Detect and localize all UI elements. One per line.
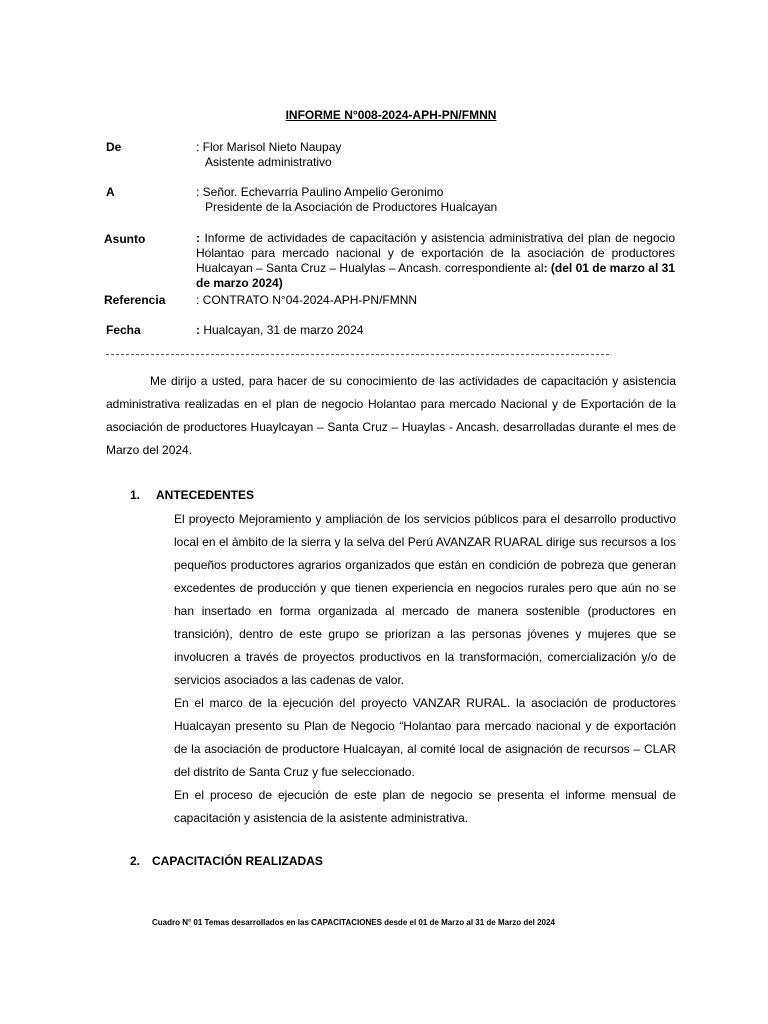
section2-heading: CAPACITACIÓN REALIZADAS xyxy=(152,854,323,868)
report-title: INFORME N°008-2024-APH-PN/FMNN xyxy=(285,108,497,122)
asunto-period: : (del 01 de marzo al 31 de marzo 2024) xyxy=(196,261,675,290)
fecha-colon: : xyxy=(196,323,200,337)
asunto-colon: : xyxy=(196,231,200,245)
fecha-label: Fecha xyxy=(106,323,141,337)
referencia-value: : CONTRATO N°04-2024-APH-PN/FMNN xyxy=(196,293,418,307)
referencia-label: Referencia xyxy=(104,293,166,307)
fecha-value xyxy=(196,323,676,338)
intro-paragraph: Me dirijo a usted, para hacer de su conocimiento de las actividades de capacitación y asistencia administrativa realizadas en el plan de negocio Holantao para mercado Nacional y de Exportación de la asociación de productores Huaylcayan – Santa Cruz – Huaylas - Ancash. desarrolladas durante el mes de Marzo del 2024. xyxy=(106,374,676,457)
section2-number: 2. xyxy=(130,854,141,868)
de-role: Asistente administrativo xyxy=(205,155,332,169)
a-role: Presidente de la Asociación de Productores Hualcayan xyxy=(205,200,498,214)
de-label: De xyxy=(106,140,122,154)
section1-content xyxy=(174,508,676,830)
section1-number: 1. xyxy=(130,488,141,502)
asunto-value xyxy=(196,231,675,291)
divider-line xyxy=(106,354,609,355)
section1-paragraph-3: En el proceso de ejecución de este plan de negocio se presenta el informe mensual de capacitación y asistencia de la asistente administrativa. xyxy=(174,788,676,825)
a-value xyxy=(196,185,676,215)
de-name: : Flor Marisol Nieto Naupay xyxy=(196,140,342,154)
a-name: : Señor. Echevarria Paulino Ampelio Geronimo xyxy=(196,185,444,199)
de-value xyxy=(196,140,676,170)
asunto-label: Asunto xyxy=(104,232,146,246)
fecha-text: Hualcayan, 31 de marzo 2024 xyxy=(200,323,364,337)
section1-paragraph-1: El proyecto Mejoramiento y ampliación de los servicios públicos para el desarrollo productivo local en el ámbito de la sierra y la selva del Perú AVANZAR RUARAL dirige sus recursos a los pequeños productores agrarios organizados que están en condición de pobreza que generan excedentes de producción y que tienen experiencia en negocios rurales pero que aún no se han insertado en forma organizada al mercado de manera sostenible (productores en transición), dentro de este grupo se priorizan a las personas jóvenes y mujeres que se involucren a través de proyectos productivos en la transformación, comercialización y/o de servicios asociados a las cadenas de valor. xyxy=(174,512,676,687)
a-label: A xyxy=(106,185,115,199)
section1-heading: ANTECEDENTES xyxy=(156,488,255,502)
section1-paragraph-2: En el marco de la ejecución del proyecto VANZAR RURAL. la asociación de productores Hualcayan presento su Plan de Negocio “Holantao para mercado nacional y de exportación de la asociación de productore Hualcayan, al comité local de asignación de recursos – CLAR del distrito de Santa Cruz y fue seleccionado. xyxy=(174,696,676,779)
asunto-text: Informe de actividades de capacitación y asistencia administrativa del plan de negocio Holantao para mercado nacional y de exportación de la asociación de productores Hualcayan – Santa Cruz – Hualylas – Ancash. correspondiente al xyxy=(196,231,675,275)
table-caption: Cuadro N° 01 Temas desarrollados en las CAPACITACIONES desde el 01 de Marzo al 31 de Marzo del 2024 xyxy=(152,918,555,927)
